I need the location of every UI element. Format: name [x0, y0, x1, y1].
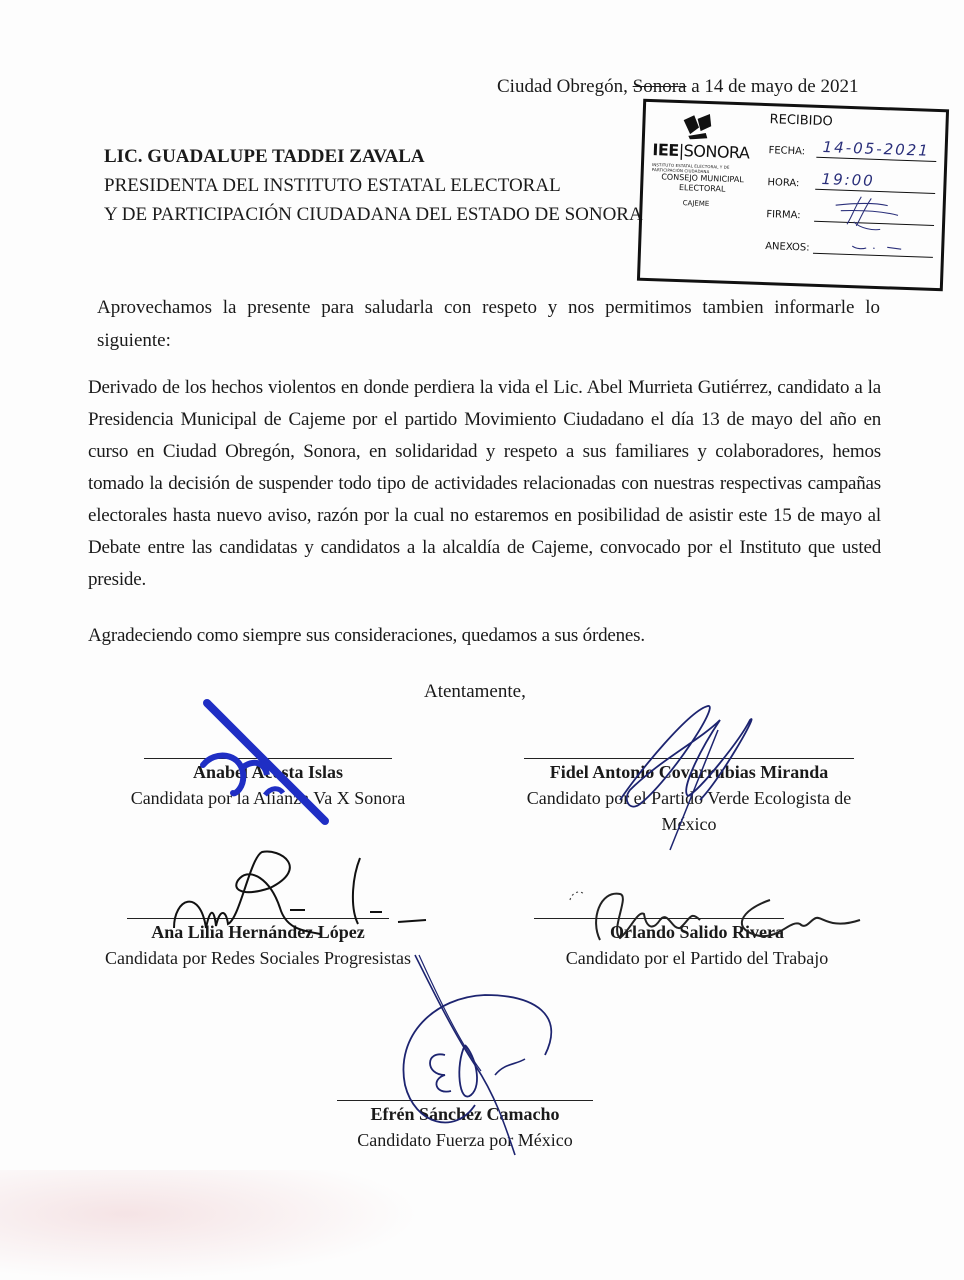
signatory-role: Candidato por el Partido del Trabajo [565, 948, 829, 968]
signature-block-anabel [98, 758, 438, 811]
stamp-anexos-mark-icon [845, 239, 915, 255]
stamp-council-line1: CONSEJO MUNICIPAL [661, 172, 744, 185]
stamp-city: CAJEME [682, 199, 710, 209]
stamp-fecha-field [768, 134, 937, 162]
intro-paragraph: Aprovechamos la presente para saludarla con respeto y nos permitimos tambien informarle lo siguiente: [97, 297, 880, 351]
signatory-name: Efrén Sánchez Camacho [370, 1104, 560, 1124]
signature-block-ana-lilia [88, 918, 428, 971]
stamp-anexos-field [765, 230, 934, 258]
stamp-hora-label: HORA: [767, 177, 800, 190]
closing: Atentamente, [424, 681, 526, 702]
addressee-block [104, 142, 643, 229]
addressee-title-line1: PRESIDENTA DEL INSTITUTO ESTATAL ELECTORAL [104, 175, 561, 196]
thanks-paragraph: Agradeciendo como siempre sus consideraciones, quedamos a sus órdenes. [88, 625, 645, 646]
stamp-hora-field [767, 166, 936, 194]
stamp-fecha-label: FECHA: [768, 145, 806, 158]
stamp-anexos-label: ANEXOS: [764, 241, 810, 254]
stamp-fecha-value: 14-05-2021 [822, 138, 931, 160]
stamp-firma-field [766, 198, 935, 226]
main-paragraph: Derivado de los hechos violentos en donde perdiera la vida el Lic. Abel Murrieta Gutiérrez, candidato a la Presidencia Municipal de Cajeme por el partido Movimiento Ciudadano el día 13 de mayo del año en curso en Ciudad Obregón, Sonora, en solidaridad y respeto a sus familiares y colaboradores, hemos tomado la decisión de suspender todo tipo de actividades relacionadas con nuestras respectivas campañas electorales hasta nuevo aviso, razón por la cual no estaremos en posibilidad de asistir este 15 de mayo al Debate entre las candidatas y candidatos a la alcaldía de Cajeme, convocado por el Instituto que usted preside. [88, 377, 881, 590]
iee-logo-icon [681, 113, 714, 140]
stamp-brand-bold: IEE [652, 140, 680, 160]
addressee-title-line2: Y DE PARTICIPACIÓN CIUDADANA DEL ESTADO DE SONORA [104, 204, 643, 225]
date-state-struck: Sonora [632, 76, 687, 97]
signature-block-efren [320, 1100, 610, 1153]
signatory-name: Ana Lilia Hernández López [151, 922, 365, 942]
signatory-role: Candidata por la Alianza Va X Sonora [130, 788, 406, 808]
stamp-firma-signature-icon [822, 194, 913, 237]
paper-stain [0, 1170, 420, 1280]
signature-block-fidel [504, 758, 874, 837]
signatory-role: Candidato Fuerza por México [357, 1130, 573, 1150]
signatory-role-line1: Candidato por el Partido Verde Ecologista de [526, 788, 852, 808]
date-city: Ciudad Obregón, [497, 76, 633, 97]
stamp-tiny-text: INSTITUTO ESTATAL ELECTORAL Y DE PARTICIPACIÓN CIUDADANA [651, 162, 730, 175]
signatory-name: Orlando Salido Rivera [609, 922, 784, 942]
stamp-council [647, 172, 758, 196]
stamp-hora-value: 19:00 [821, 169, 876, 190]
signatory-name: Fidel Antonio Covarrubias Miranda [549, 762, 829, 782]
signature-block-orlando [512, 918, 882, 971]
date-value: a 14 de mayo de 2021 [686, 76, 859, 97]
signatory-role: Candidata por Redes Sociales Progresistas [105, 948, 411, 968]
stamp-brand [652, 140, 750, 162]
reception-stamp [637, 99, 949, 292]
signatory-role-line2: México [661, 814, 717, 834]
addressee-name: LIC. GUADALUPE TADDEI ZAVALA [104, 146, 425, 167]
signatory-name: Anabel Acosta Islas [192, 762, 344, 782]
stamp-received-label: RECIBIDO [769, 112, 833, 130]
stamp-firma-label: FIRMA: [766, 209, 801, 222]
document-date [497, 76, 858, 98]
stamp-council-line2: ELECTORAL [678, 183, 726, 194]
stamp-brand-rest: |SONORA [678, 140, 750, 163]
